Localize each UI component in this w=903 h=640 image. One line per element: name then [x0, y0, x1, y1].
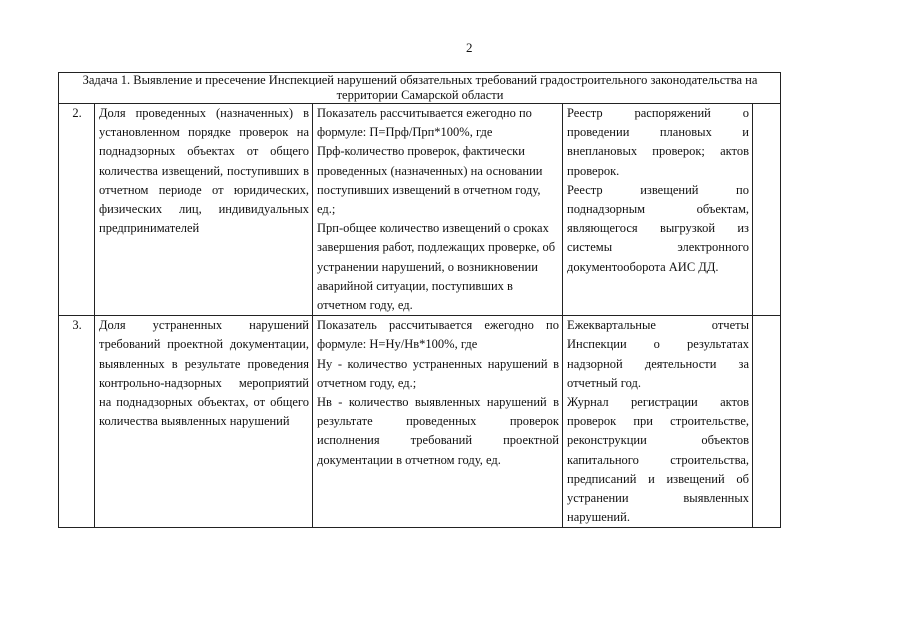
data-source: [563, 316, 753, 528]
indicator-text: Доля проведенных (назначенных) в установленном порядке проверок на поднадзорных объектах от общего количества извещений, поступивших в отчетном периоде от юридических, физических лиц, индивидуальных предпринимателей: [95, 104, 313, 316]
source-paragraph: Ежеквартальные отчеты Инспекции о результатах надзорной деятельности за отчетный год.: [567, 318, 749, 390]
indicators-table: [58, 72, 781, 528]
source-paragraph: Журнал регистрации актов проверок при строительстве, реконструкции объектов капитального строительства, предписаний и извещений об устранении выявленных нарушений.: [567, 395, 749, 525]
source-paragraph: Реестр извещений по поднадзорным объектам, являющегося выгрузкой из системы электронного документооборота АИС ДД.: [567, 182, 749, 274]
empty-cell: [753, 316, 781, 528]
task-header: Задача 1. Выявление и пресечение Инспекцией нарушений обязательных требований градостроительного законодательства на территории Самарской области: [59, 73, 781, 104]
table-row: [59, 316, 781, 528]
row-number: 3.: [59, 316, 95, 528]
calculation-method: [313, 316, 563, 528]
page-number: 2: [466, 40, 473, 55]
method-paragraph: Нв - количество выявленных нарушений в результате проведенных проверок исполнения требований проектной документации в отчетном году, ед.: [317, 395, 559, 467]
empty-cell: [753, 104, 781, 316]
indicator-text: Доля устраненных нарушений требований проектной документации, выявленных в результате проведения контрольно-надзорных мероприятий на поднадзорных объектах, от общего количества выявленных нарушений: [95, 316, 313, 528]
row-number: 2.: [59, 104, 95, 316]
table-row: [59, 104, 781, 316]
method-paragraph: Прп-общее количество извещений о сроках завершения работ, подлежащих проверке, об устранении нарушений, о возникновении аварийной ситуации, поступивших в отчетном году, ед.: [317, 221, 556, 313]
method-paragraph: Показатель рассчитывается ежегодно по формуле: П=Прф/Прп*100%, где: [317, 106, 532, 140]
method-paragraph: Показатель рассчитывается ежегодно по формуле: Н=Ну/Нв*100%, где: [317, 318, 559, 352]
source-paragraph: Реестр распоряжений о проведении плановых и внеплановых проверок; актов проверок.: [567, 106, 749, 178]
task-header-row: [59, 73, 781, 104]
method-paragraph: Прф-количество проверок, фактически проведенных (назначенных) на основании поступивших извещений в отчетном году, ед.;: [317, 144, 543, 217]
data-source: [563, 104, 753, 316]
calculation-method: [313, 104, 563, 316]
method-paragraph: Ну - количество устраненных нарушений в отчетном году, ед.;: [317, 356, 559, 390]
